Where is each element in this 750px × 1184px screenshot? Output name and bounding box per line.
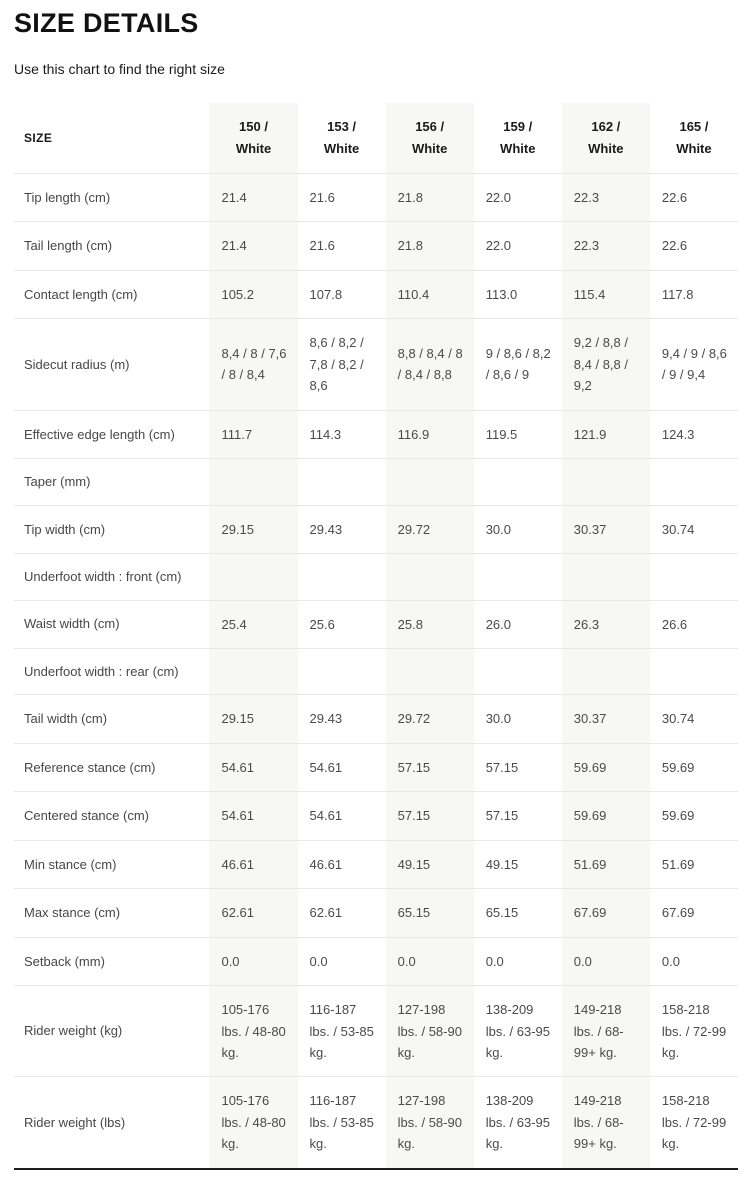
- table-row: [14, 554, 738, 601]
- table-row: [14, 174, 738, 222]
- table-cell: [474, 459, 562, 506]
- table-cell: 116-187 lbs. / 53-85 kg.: [309, 1002, 374, 1060]
- table-cell: 117.8: [661, 286, 694, 302]
- table-cell: 30.74: [661, 521, 695, 537]
- column-header-size: 156 /: [415, 119, 445, 134]
- table-cell: 29.15: [209, 695, 297, 743]
- table-cell: [386, 459, 474, 506]
- table-row: [14, 270, 738, 318]
- size-chart-table: [14, 103, 738, 1170]
- column-header: [209, 103, 297, 174]
- column-header-size: 159 /: [503, 119, 533, 134]
- table-cell: 29.72: [386, 695, 474, 743]
- table-cell: [298, 648, 386, 695]
- table-cell: 8,6 / 8,2 / 7,8 / 8,2 / 8,6: [309, 335, 364, 394]
- page-title: SIZE DETAILS: [14, 8, 199, 38]
- row-label: Waist width (cm): [24, 616, 120, 632]
- table-cell: 30.0: [485, 521, 512, 537]
- row-label: Min stance (cm): [24, 856, 117, 872]
- table-row: [14, 600, 738, 648]
- table-row: [14, 459, 738, 506]
- table-cell: 67.69: [661, 905, 695, 921]
- table-cell: [386, 648, 474, 695]
- column-header: [562, 103, 650, 174]
- table-cell: [650, 459, 738, 506]
- table-row: [14, 937, 738, 985]
- table-cell: 127-198 lbs. / 58-90 kg.: [386, 1077, 474, 1169]
- table-body: [14, 174, 738, 1169]
- table-row: [14, 648, 738, 695]
- table-cell: 57.15: [386, 792, 474, 840]
- table-cell: 46.61: [209, 840, 297, 888]
- table-cell: 29.43: [309, 711, 343, 727]
- table-cell: 8,4 / 8 / 7,6 / 8 / 8,4: [209, 319, 297, 410]
- table-cell: [650, 554, 738, 601]
- table-cell: [209, 554, 297, 601]
- table-cell: 57.15: [386, 743, 474, 791]
- table-cell: 121.9: [562, 410, 650, 458]
- table-cell: 29.43: [309, 521, 343, 537]
- row-label: Tip length (cm): [24, 189, 111, 205]
- table-cell: 0.0: [562, 937, 650, 985]
- table-cell: 110.4: [386, 270, 474, 318]
- table-cell: 26.3: [562, 600, 650, 648]
- table-row: [14, 410, 738, 458]
- row-label: Underfoot width : rear (cm): [24, 663, 179, 679]
- table-cell: [562, 554, 650, 601]
- table-cell: [386, 554, 474, 601]
- table-cell: 30.37: [562, 695, 650, 743]
- table-cell: 8,8 / 8,4 / 8 / 8,4 / 8,8: [386, 319, 474, 410]
- row-label: Centered stance (cm): [24, 808, 149, 824]
- table-row: [14, 695, 738, 743]
- row-label: Tail length (cm): [24, 238, 113, 254]
- table-cell: 116.9: [386, 410, 474, 458]
- table-cell: [474, 554, 562, 601]
- row-label: Reference stance (cm): [24, 759, 156, 775]
- table-row: [14, 505, 738, 553]
- page-subtitle: Use this chart to find the right size: [14, 61, 225, 77]
- row-label: Setback (mm): [24, 953, 105, 969]
- table-header-row: [14, 103, 738, 174]
- table-row: [14, 840, 738, 888]
- table-cell: 30.0: [485, 711, 512, 727]
- table-cell: 29.72: [386, 505, 474, 553]
- table-cell: 124.3: [661, 426, 695, 442]
- table-cell: 25.6: [309, 616, 335, 632]
- column-header-color: White: [588, 141, 624, 156]
- table-cell: 59.69: [661, 808, 695, 824]
- table-row: [14, 222, 738, 270]
- table-cell: 51.69: [661, 856, 695, 872]
- column-header: [474, 103, 562, 174]
- table-cell: 59.69: [562, 792, 650, 840]
- column-header-size: 162 /: [591, 119, 621, 134]
- table-row: [14, 889, 738, 937]
- table-row: [14, 319, 738, 410]
- table-cell: 21.8: [386, 222, 474, 270]
- table-cell: 107.8: [309, 286, 343, 302]
- row-label: Tip width (cm): [24, 521, 106, 537]
- table-cell: 49.15: [386, 840, 474, 888]
- table-row: [14, 743, 738, 791]
- table-cell: 54.61: [309, 808, 343, 824]
- column-header: [650, 103, 738, 174]
- table-cell: 22.3: [562, 222, 650, 270]
- table-cell: 21.6: [309, 190, 335, 205]
- table-cell: 0.0: [209, 937, 297, 985]
- table-cell: 65.15: [485, 905, 519, 921]
- table-cell: 59.69: [562, 743, 650, 791]
- table-cell: 25.8: [386, 600, 474, 648]
- table-cell: [209, 459, 297, 506]
- table-cell: 158-218 lbs. / 72-99 kg.: [661, 1002, 727, 1060]
- row-label: Rider weight (kg): [24, 1023, 123, 1039]
- table-cell: [562, 459, 650, 506]
- table-cell: 26.6: [661, 616, 688, 632]
- table-cell: 30.74: [661, 711, 695, 727]
- table-cell: 113.0: [485, 286, 518, 302]
- table-cell: 25.4: [209, 600, 297, 648]
- table-cell: 138-209 lbs. / 63-95 kg.: [485, 1093, 551, 1152]
- row-label: Taper (mm): [24, 474, 91, 490]
- table-cell: 127-198 lbs. / 58-90 kg.: [386, 986, 474, 1077]
- table-cell: 46.61: [309, 856, 343, 872]
- table-cell: 116-187 lbs. / 53-85 kg.: [309, 1093, 374, 1152]
- row-label: Effective edge length (cm): [24, 426, 175, 442]
- table-cell: 149-218 lbs. / 68-99+ kg.: [562, 1077, 650, 1169]
- table-cell: 26.0: [485, 616, 512, 632]
- table-cell: 21.6: [309, 238, 335, 254]
- table-cell: [298, 554, 386, 601]
- row-label: Tail width (cm): [24, 711, 108, 727]
- table-cell: 114.3: [309, 426, 342, 442]
- table-cell: 22.6: [661, 238, 688, 254]
- table-cell: 138-209 lbs. / 63-95 kg.: [485, 1002, 551, 1060]
- table-cell: 9,2 / 8,8 / 8,4 / 8,8 / 9,2: [562, 319, 650, 410]
- table-cell: 119.5: [485, 426, 518, 442]
- table-row: [14, 1077, 738, 1169]
- table-cell: 21.4: [209, 222, 297, 270]
- row-label: Sidecut radius (m): [24, 356, 130, 372]
- table-cell: 51.69: [562, 840, 650, 888]
- table-cell: 22.0: [485, 238, 512, 254]
- table-cell: 149-218 lbs. / 68-99+ kg.: [562, 986, 650, 1077]
- column-header-color: White: [235, 141, 272, 156]
- column-header-size: 150 /: [239, 119, 268, 134]
- table-cell: 0.0: [386, 937, 474, 985]
- table-cell: 59.69: [661, 759, 695, 775]
- table-row: [14, 986, 738, 1077]
- table-cell: [650, 648, 738, 695]
- table-cell: 57.15: [485, 808, 519, 824]
- table-cell: 0.0: [309, 953, 328, 969]
- row-label: Contact length (cm): [24, 286, 138, 302]
- table-cell: 115.4: [562, 270, 650, 318]
- table-cell: 105-176 lbs. / 48-80 kg.: [209, 1077, 297, 1169]
- table-cell: 22.3: [562, 174, 650, 222]
- table-cell: 62.61: [209, 889, 297, 937]
- column-header-color: White: [676, 141, 712, 156]
- table-cell: 57.15: [485, 759, 519, 775]
- column-header: [386, 103, 474, 174]
- table-cell: 9 / 8,6 / 8,2 / 8,6 / 9: [485, 346, 551, 383]
- column-header-size: 153 /: [327, 119, 357, 134]
- table-cell: 54.61: [209, 743, 297, 791]
- table-cell: 0.0: [661, 953, 680, 969]
- table-cell: 105-176 lbs. / 48-80 kg.: [209, 986, 297, 1077]
- column-header-color: White: [323, 141, 360, 156]
- table-cell: 22.6: [661, 190, 688, 205]
- table-cell: 105.2: [209, 270, 297, 318]
- table-cell: 0.0: [485, 953, 504, 969]
- row-label: Underfoot width : front (cm): [24, 569, 182, 584]
- table-cell: 62.61: [309, 905, 343, 921]
- column-header-color: White: [411, 141, 448, 156]
- table-cell: 9,4 / 9 / 8,6 / 9 / 9,4: [661, 346, 727, 383]
- table-cell: 111.7: [209, 410, 297, 458]
- table-cell: [474, 648, 562, 695]
- table-cell: 30.37: [562, 505, 650, 553]
- table-cell: 67.69: [562, 889, 650, 937]
- column-header-color: White: [500, 141, 536, 156]
- table-cell: 54.61: [309, 759, 343, 775]
- row-label: Max stance (cm): [24, 905, 121, 921]
- table-cell: 22.0: [485, 190, 512, 205]
- table-cell: 54.61: [209, 792, 297, 840]
- table-cell: 29.15: [209, 505, 297, 553]
- table-cell: [562, 648, 650, 695]
- table-cell: [298, 459, 386, 506]
- column-header-size: 165 /: [679, 119, 709, 134]
- table-cell: 21.4: [209, 174, 297, 222]
- column-header: [298, 103, 386, 174]
- row-label: Rider weight (lbs): [24, 1114, 126, 1130]
- table-cell: [209, 648, 297, 695]
- size-column-header: SIZE: [24, 131, 53, 145]
- table-cell: 158-218 lbs. / 72-99 kg.: [661, 1093, 727, 1152]
- table-cell: 65.15: [386, 889, 474, 937]
- table-cell: 49.15: [485, 856, 519, 872]
- table-cell: 21.8: [386, 174, 474, 222]
- table-row: [14, 792, 738, 840]
